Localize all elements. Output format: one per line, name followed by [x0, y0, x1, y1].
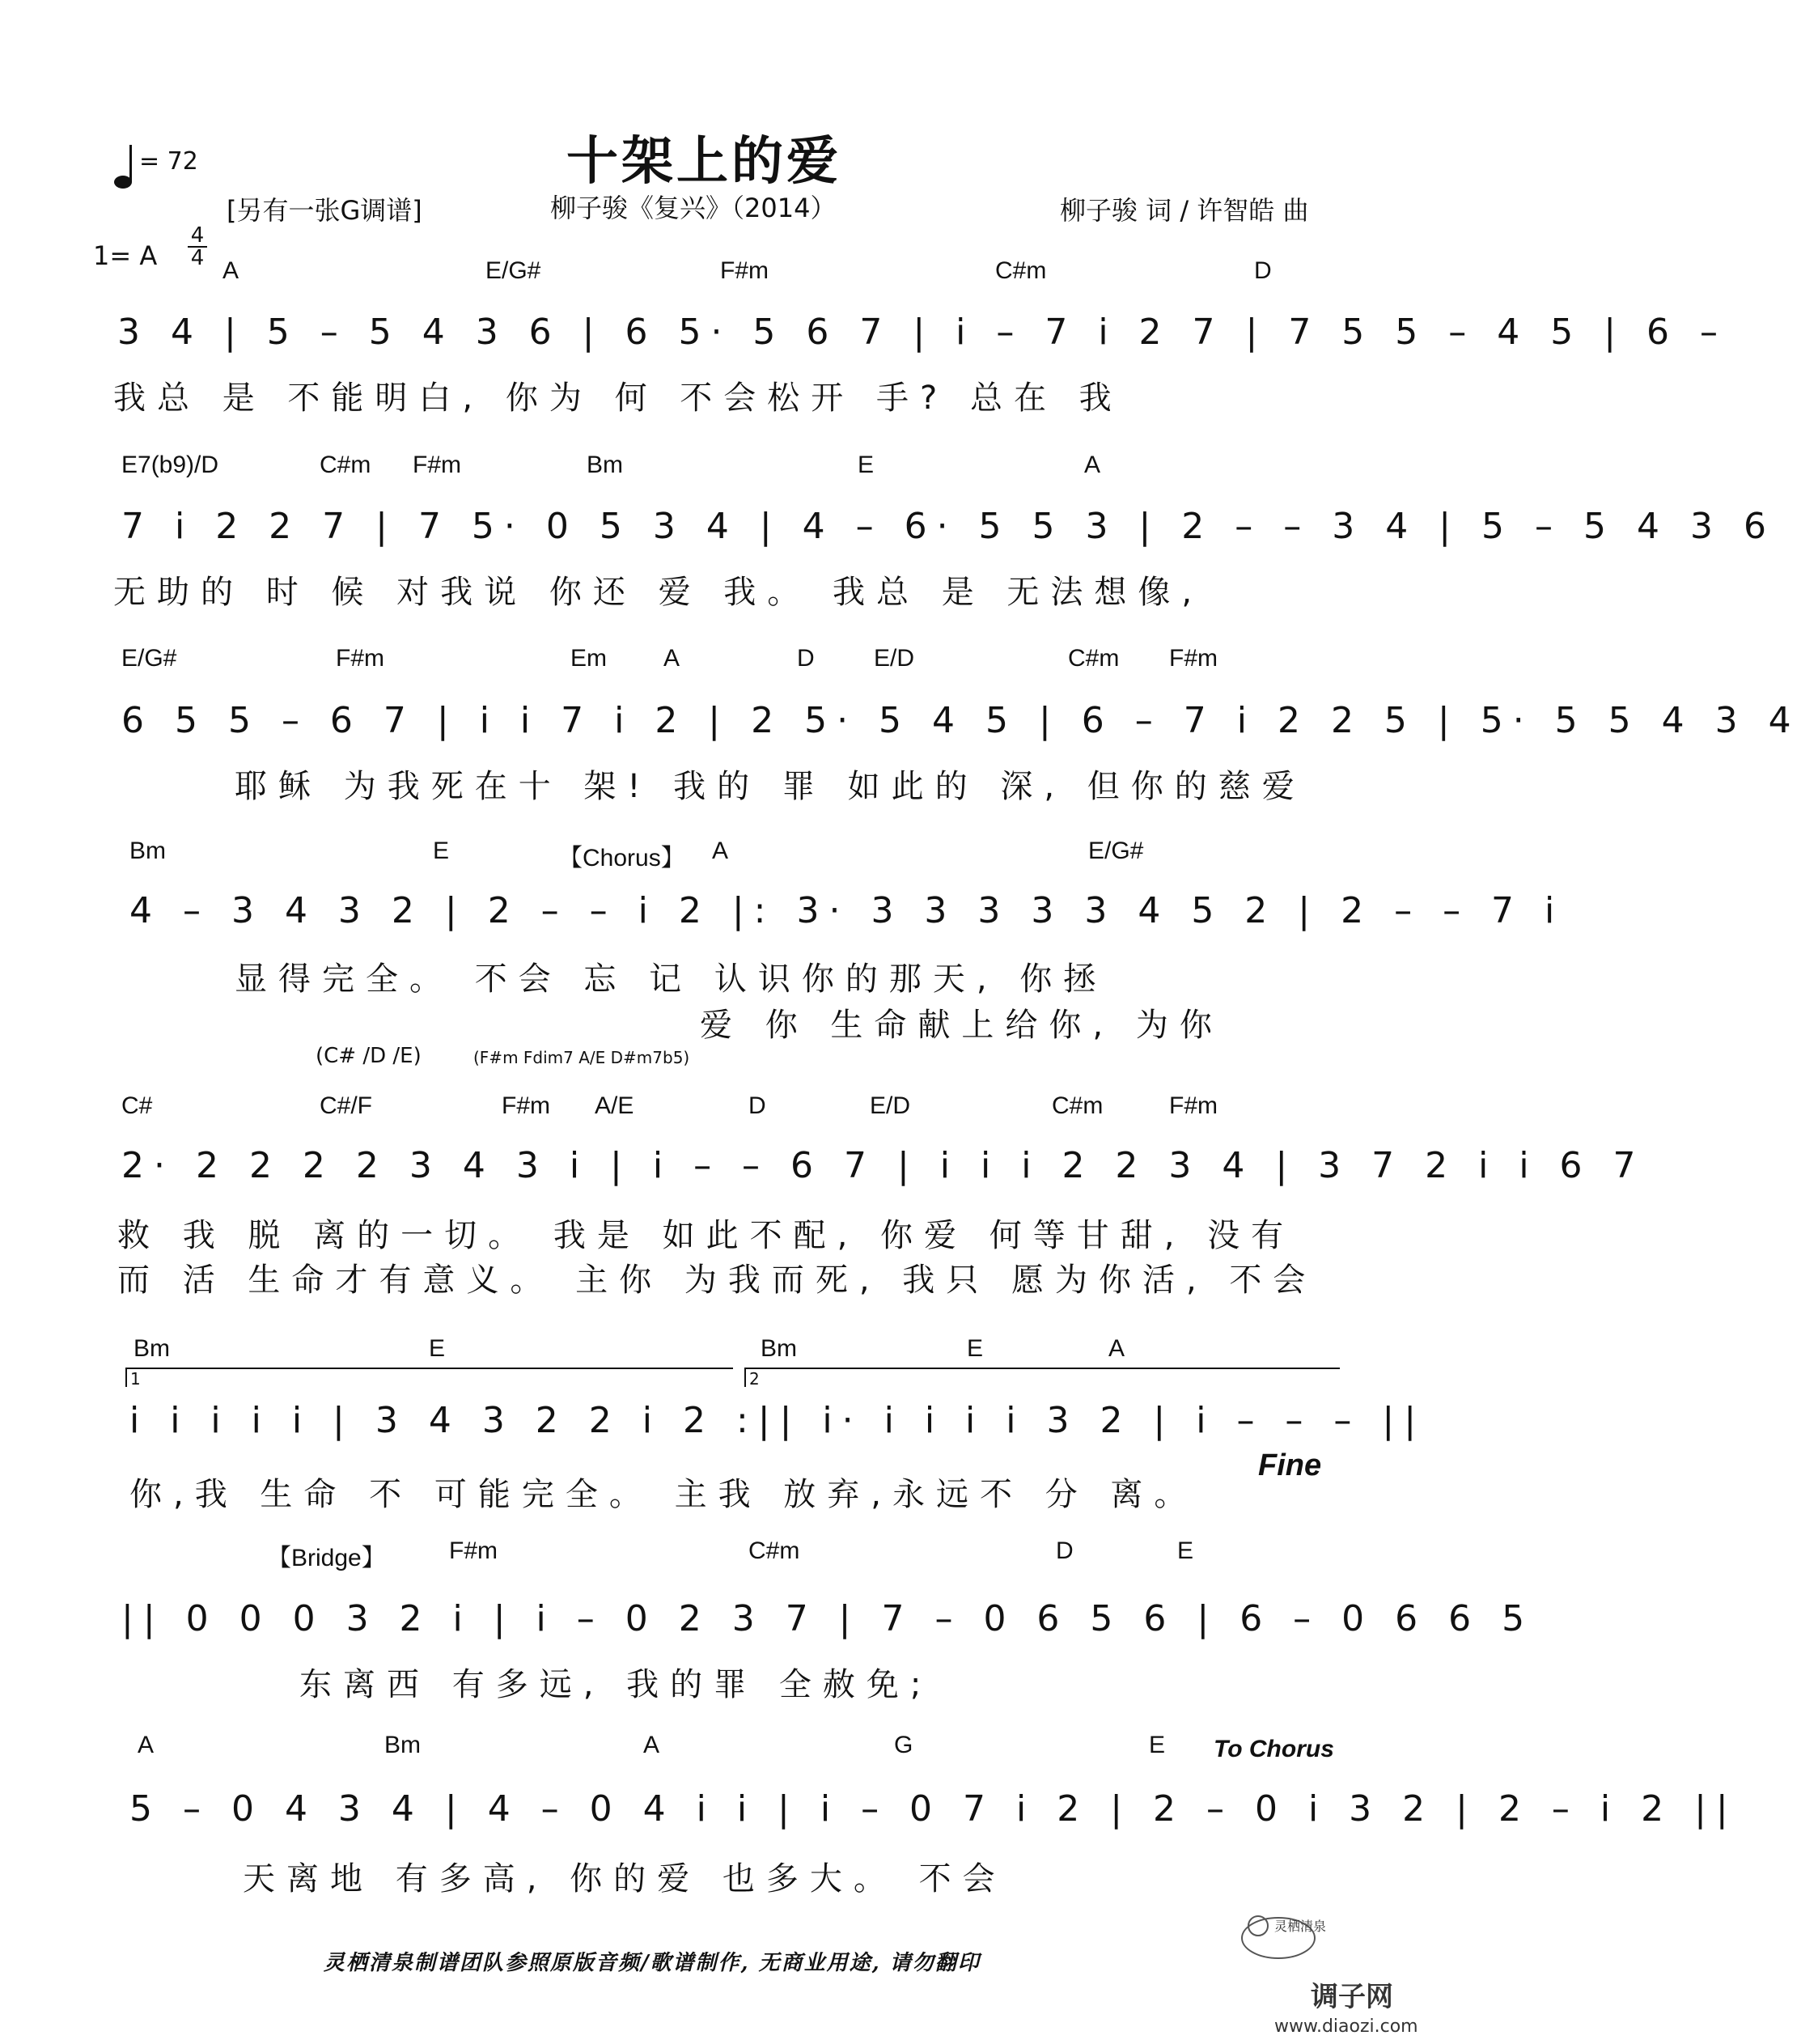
chord: C#m [748, 1537, 800, 1564]
chord: E [967, 1335, 984, 1362]
chord: Em [570, 645, 607, 672]
lyrics-row-4a: 显得完全。 不会 忘 记 认识你的那天, 你拯 [235, 961, 1108, 998]
credits: 柳子骏 词 / 许智皓 曲 [1060, 195, 1309, 226]
chord: D [1254, 257, 1272, 284]
chord: C#m [1068, 645, 1120, 672]
chord: E [429, 1335, 446, 1362]
chord: F#m [502, 1092, 550, 1119]
chord-row-5 [0, 1092, 1445, 1125]
chord: Bm [587, 452, 623, 478]
chord: Bm [384, 1732, 421, 1758]
chord: A [663, 645, 680, 672]
alt-key-note: [另有一张G调谱] [227, 195, 422, 226]
footer-notice: 灵栖清泉制谱团队参照原版音频/歌谱制作, 无商业用途, 请勿翻印 [324, 1951, 981, 1975]
chord: E/G# [121, 645, 177, 672]
chord: E [433, 838, 450, 864]
chord: E/G# [1088, 838, 1144, 864]
notes-row-3: 6 5 5 – 6 7 | i i 7 i 2 | 2 5· 5 4 5 | 6 – 7 i 2 2 5 | 5· 5 5 4 3 4 [121, 700, 1801, 741]
sub-chords: (C# /D /E) [316, 1044, 422, 1068]
notes-row-5: 2· 2 2 2 2 3 4 3 i | i – – 6 7 | i i i 2 2 3 4 | 3 7 2 i i 6 7 [121, 1145, 1646, 1186]
chord: A [1084, 452, 1101, 478]
lyrics-row-6: 你,我 生命 不 可能完全。 主我 放弃,永远不 分 离。 [129, 1476, 1198, 1513]
chord: Bm [133, 1335, 170, 1362]
chord: F#m [720, 257, 769, 284]
tempo: = 72 [139, 147, 198, 176]
lyrics-row-7: 东离西 有多远, 我的罪 全赦免; [299, 1666, 933, 1703]
chord: C# [121, 1092, 153, 1119]
fine-mark: Fine [1258, 1448, 1322, 1482]
chord: D [748, 1092, 766, 1119]
chord: E/D [870, 1092, 911, 1119]
sub-chords-2: (F#m Fdim7 A/E D#m7b5) [473, 1048, 690, 1067]
stamp-logo [1234, 1902, 1327, 1966]
chord: C#m [320, 452, 371, 478]
chord: A [1108, 1335, 1125, 1362]
chord: A/E [595, 1092, 634, 1119]
notes-row-7: || 0 0 0 3 2 i | i – 0 2 3 7 | 7 – 0 6 5 6 | 6 – 0 6 6 5 [121, 1598, 1535, 1639]
quarter-note-icon [113, 142, 138, 193]
chord-row-7 [0, 1537, 1445, 1570]
chord: F#m [336, 645, 384, 672]
chord: D [1056, 1537, 1074, 1564]
chord: D [797, 645, 815, 672]
key-signature: 1= A [93, 240, 158, 271]
song-title: 十架上的爱 [566, 132, 841, 192]
lyrics-row-4b: 爱 你 生命献上给你, 为你 [700, 1007, 1223, 1044]
volta-2: 2 [744, 1368, 1340, 1387]
album-source: 柳子骏《复兴》（2014） [550, 193, 837, 223]
chord: C#m [1052, 1092, 1104, 1119]
section-label-bridge: 【Bridge】 [267, 1545, 386, 1571]
lyrics-row-5b: 而 活 生命才有意义。 主你 为我而死, 我只 愿为你活, 不会 [117, 1262, 1317, 1299]
notes-row-1: 3 4 | 5 – 5 4 3 6 | 6 5· 5 6 7 | i – 7 i 2 7 | 7 5 5 – 4 5 | 6 – [117, 312, 1728, 353]
chord: E [1149, 1732, 1166, 1758]
chord: A [138, 1732, 155, 1758]
notes-row-6: i i i i i | 3 4 3 2 2 i 2 :|| i· i i i i 3 2 | i – – – || [129, 1400, 1426, 1441]
section-label-chorus: 【Chorus】 [558, 845, 685, 871]
lyrics-row-5a: 救 我 脱 离的一切。 我是 如此不配, 你爱 何等甘甜, 没有 [117, 1217, 1295, 1254]
stamp-text: 灵栖清泉 [1274, 1919, 1327, 1934]
chord-row-3 [0, 645, 1445, 677]
chord: C#/F [320, 1092, 373, 1119]
lyrics-row-3: 耶稣 为我死在十 架! 我的 罪 如此的 深, 但你的慈爱 [235, 768, 1306, 805]
chord: F#m [1169, 1092, 1218, 1119]
chord: E [858, 452, 875, 478]
chord: A [222, 257, 239, 284]
lyrics-row-1: 我总 是 不能明白, 你为 何 不会松开 手? 总在 我 [113, 380, 1123, 417]
chord: Bm [129, 838, 166, 864]
chord: A [712, 838, 729, 864]
lyrics-row-2: 无助的 时 候 对我说 你还 爱 我。 我总 是 无法想像, [113, 574, 1204, 611]
chord-row-1 [0, 257, 1445, 290]
chord: G [894, 1732, 913, 1758]
chord: E/D [874, 645, 915, 672]
volta-1: 1 [125, 1368, 733, 1387]
chord: C#m [995, 257, 1047, 284]
time-signature: 4 4 [188, 225, 207, 269]
to-chorus-mark: To Chorus [1214, 1736, 1334, 1762]
chord: E7(b9)/D [121, 452, 219, 478]
chord: Bm [761, 1335, 797, 1362]
site-name: 调子网 [1311, 1981, 1393, 2013]
lyrics-row-8: 天离地 有多高, 你的爱 也多大。 不会 [243, 1860, 1006, 1898]
chord: F#m [1169, 645, 1218, 672]
chord: F#m [449, 1537, 498, 1564]
chord: E [1177, 1537, 1194, 1564]
chord: F#m [413, 452, 461, 478]
chord-row-4 [0, 838, 1445, 870]
chord: E/G# [485, 257, 541, 284]
notes-row-2: 7 i 2 2 7 | 7 5· 0 5 3 4 | 4 – 6· 5 5 3 | 2 – – 3 4 | 5 – 5 4 3 6 [121, 506, 1776, 547]
notes-row-8: 5 – 0 4 3 4 | 4 – 0 4 i i | i – 0 7 i 2 | 2 – 0 i 3 2 | 2 – i 2 || [129, 1788, 1738, 1830]
site-url: www.diaozi.com [1274, 2016, 1418, 2037]
notes-row-4: 4 – 3 4 3 2 | 2 – – i 2 |: 3· 3 3 3 3 3 4 5 2 | 2 – – 7 i [129, 890, 1565, 931]
chord-row-6 [0, 1335, 1445, 1368]
chord: A [643, 1732, 660, 1758]
chord-row-2 [0, 452, 1445, 484]
